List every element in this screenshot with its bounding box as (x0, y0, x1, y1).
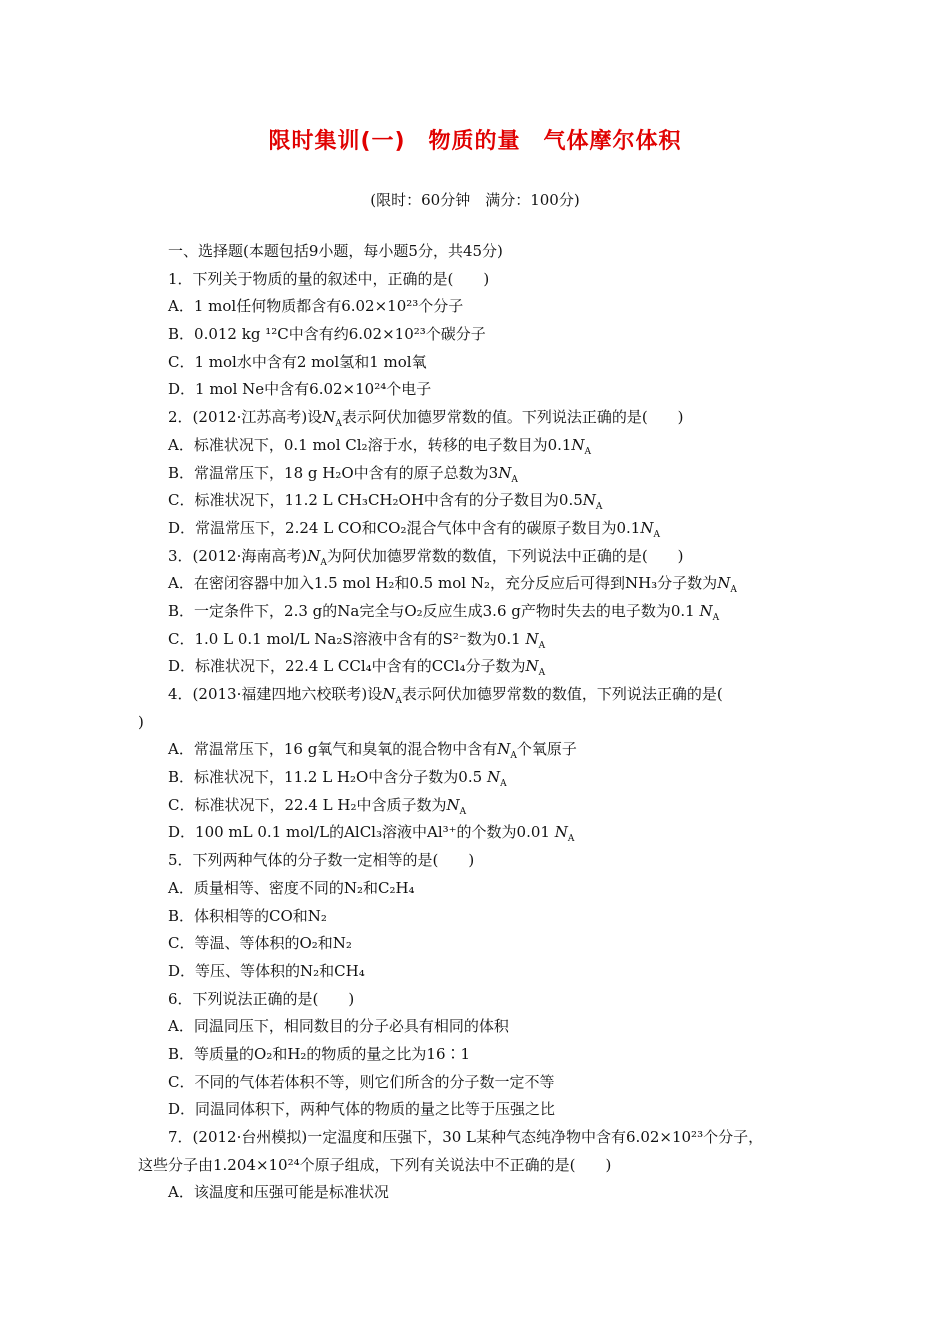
question-5-option-c: C．等温、等体积的O₂和N₂ (168, 934, 352, 953)
question-4-option-a: A．常温常压下，16 g氧气和臭氧的混合物中含有$N_A$个氧原子 (168, 740, 577, 762)
question-1-option-b: B．0.012 kg ¹²C中含有约6.02×10²³个碳分子 (168, 325, 486, 344)
question-4-stem: 4．(2013·福建四地六校联考)设$N_A$表示阿伏加德罗常数的数值，下列说法正确的是( (168, 685, 723, 706)
question-3-option-d: D．标准状况下，22.4 L CCl₄中含有的CCl₄分子数为$N_A$ (168, 657, 546, 679)
question-list (138, 238, 828, 1207)
question-2-option-c: C．标准状况下，11.2 L CH₃CH₂OH中含有的分子数目为$0.5N_A$ (168, 491, 603, 513)
question-7-option-a: A．该温度和压强可能是标准状况 (168, 1183, 389, 1202)
question-2-stem: 2．(2012·江苏高考)设$N_A$表示阿伏加德罗常数的值。下列说法正确的是( ) (168, 408, 684, 430)
question-6-option-d: D．同温同体积下，两种气体的物质的量之比等于压强之比 (168, 1100, 556, 1119)
question-4-stem-continued: ) (138, 712, 144, 731)
question-6-option-c: C．不同的气体若体积不等，则它们所含的分子数一定不等 (168, 1072, 555, 1091)
question-2-option-a: A．标准状况下，0.1 mol Cl₂溶于水，转移的电子数目为$0.1N_A$ (168, 435, 592, 457)
question-3-stem: 3．(2012·海南高考)$N_A$为阿伏加德罗常数的数值，下列说法中正确的是( ) (168, 546, 684, 568)
question-4-option-b: B．标准状况下，11.2 L H₂O中含分子数为0.5 $N_A$ (168, 768, 507, 790)
question-5-stem: 5．下列两种气体的分子数一定相等的是( ) (168, 851, 475, 870)
question-7-stem-continued: 这些分子由1.204×10²⁴个原子组成，下列有关说法中不正确的是( ) (138, 1155, 612, 1174)
question-5-option-b: B．体积相等的CO和N₂ (168, 906, 327, 925)
time-limit-subtitle: (限时：60分钟 满分：100分) (370, 191, 580, 209)
question-3-option-c: C．1.0 L 0.1 mol/L Na₂S溶液中含有的S²⁻数为0.1 $N_A$ (168, 629, 546, 651)
question-2-option-b: B．常温常压下，18 g H₂O中含有的原子总数为$3N_A$ (168, 463, 518, 485)
question-2-option-d: D．常温常压下，2.24 L CO和CO₂混合气体中含有的碳原子数目为$0.1N_A$ (168, 518, 660, 540)
section-heading: 一、选择题(本题包括9小题，每小题5分，共45分) (168, 242, 503, 260)
question-3-option-a: A．在密闭容器中加入1.5 mol H₂和0.5 mol N₂，充分反应后可得到NH₃分子数为$N_A$ (168, 574, 737, 596)
question-1-stem: 1．下列关于物质的量的叙述中，正确的是( ) (168, 269, 490, 288)
question-1-option-c: C．1 mol水中含有2 mol氢和1 mol氧 (168, 352, 427, 371)
question-4-option-c: C．标准状况下，22.4 L H₂中含质子数为$N_A$ (168, 795, 467, 817)
question-5-option-a: A．质量相等、密度不同的N₂和C₂H₄ (168, 878, 415, 897)
question-6-stem: 6．下列说法正确的是( ) (168, 989, 355, 1008)
question-7-stem: 7．(2012·台州模拟)一定温度和压强下，30 L某种气态纯净物中含有6.02×10²³个分子， (168, 1128, 764, 1146)
page-title: 限时集训(一) 物质的量 气体摩尔体积 (268, 129, 682, 154)
question-4-option-d: D．100 mL 0.1 mol/L的AlCl₃溶液中Al³⁺的个数为0.01 $N_A$ (168, 823, 575, 845)
question-1-option-a: A．1 mol任何物质都含有6.02×10²³个分子 (168, 297, 464, 316)
question-6-option-b: B．等质量的O₂和H₂的物质的量之比为16∶1 (168, 1044, 471, 1063)
question-3-option-b: B．一定条件下，2.3 g的Na完全与O₂反应生成3.6 g产物时失去的电子数为0.1 $N_A$ (168, 601, 720, 623)
question-1-option-d: D．1 mol Ne中含有6.02×10²⁴个电子 (168, 380, 432, 399)
question-6-option-a: A．同温同压下，相同数目的分子必具有相同的体积 (168, 1017, 509, 1036)
question-5-option-d: D．等压、等体积的N₂和CH₄ (168, 961, 365, 980)
